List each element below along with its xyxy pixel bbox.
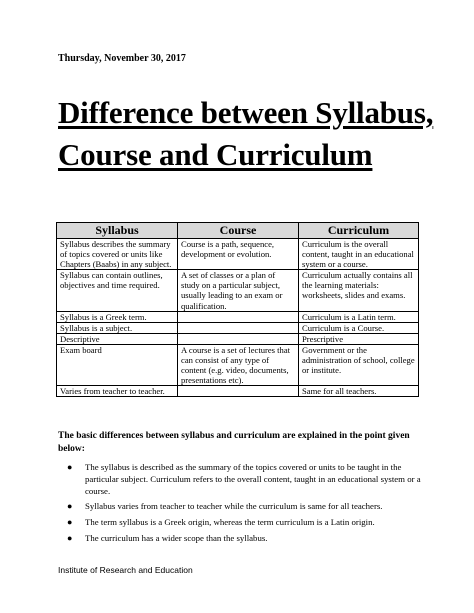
table-cell: Course is a path, sequence, development or evolution. (178, 239, 299, 270)
list-item (58, 462, 430, 497)
table-cell: Exam board (57, 344, 178, 385)
table-cell: Curriculum is a Course. (299, 322, 419, 333)
table-row (57, 386, 419, 397)
document-date: Thursday, November 30, 2017 (58, 53, 186, 64)
table-cell: Same for all teachers. (299, 386, 419, 397)
table-cell: Descriptive (57, 333, 178, 344)
table-cell: Syllabus describes the summary of topics covered or units like Chapters (Baabs) in any subject. (57, 239, 178, 270)
list-item-text: The term syllabus is a Greek origin, whereas the term curriculum is a Latin origin. (85, 517, 375, 528)
table-cell: Curriculum is a Latin term. (299, 311, 419, 322)
header-curriculum: Curriculum (299, 223, 419, 239)
bullet-icon: ● (67, 501, 73, 512)
table-row (57, 270, 419, 311)
table-row (57, 311, 419, 322)
list-item (58, 533, 430, 545)
table-cell: Curriculum is the overall content, taught in an educational system or a course. (299, 239, 419, 270)
table-cell: Syllabus can contain outlines, objectives and time required. (57, 270, 178, 311)
footer-institute: Institute of Research and Education (58, 565, 193, 575)
table-cell: A course is a set of lectures that can consist of any type of content (e.g. video, documents, presentations etc). (178, 344, 299, 385)
table-row (57, 344, 419, 385)
list-item (58, 517, 430, 529)
differences-intro: The basic differences between syllabus and curriculum are explained in the point given below: (58, 431, 410, 454)
table-cell: Curriculum actually contains all the learning materials: worksheets, slides and exams. (299, 270, 419, 311)
table-cell: Syllabus is a Greek term. (57, 311, 178, 322)
bullet-icon: ● (67, 462, 73, 472)
table-cell: Prescriptive (299, 333, 419, 344)
table-row (57, 239, 419, 270)
bullet-icon: ● (67, 517, 73, 528)
page-title: Difference between Syllabus, Course and Curriculum (58, 95, 434, 172)
list-item (58, 501, 430, 513)
table-cell: Syllabus is a subject. (57, 322, 178, 333)
table-cell (178, 333, 299, 344)
header-syllabus: Syllabus (57, 223, 178, 239)
differences-list (58, 462, 430, 549)
table-row (57, 322, 419, 333)
table-row (57, 333, 419, 344)
table-cell (178, 322, 299, 333)
table-cell: Government or the administration of school, college or institute. (299, 344, 419, 385)
bullet-icon: ● (67, 532, 73, 543)
list-item-text: Syllabus varies from teacher to teacher while the curriculum is same for all teachers. (85, 501, 383, 512)
header-course: Course (178, 223, 299, 239)
list-item-text: The curriculum has a wider scope than the syllabus. (85, 532, 268, 543)
list-item-text: The syllabus is described as the summary of the topics covered or units to be taught in the particular subject. Curriculum refers to the overall content, taught in an educational system or a course. (85, 462, 421, 496)
table-cell: A set of classes or a plan of study on a particular subject, usually leading to an exam or qualification. (178, 270, 299, 311)
table-cell: Varies from teacher to teacher. (57, 386, 178, 397)
table-cell (178, 386, 299, 397)
comparison-table (56, 222, 419, 397)
table-header-row (57, 223, 419, 239)
table-cell (178, 311, 299, 322)
